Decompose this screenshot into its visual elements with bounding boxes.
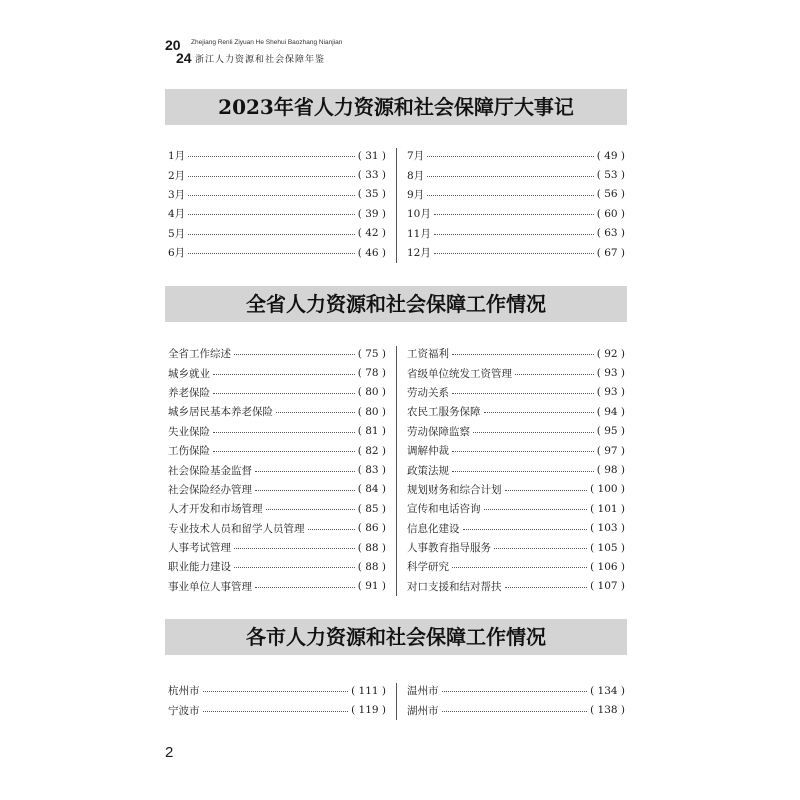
toc-entry-page: ( 81 ) (358, 425, 386, 437)
toc-entry-page: ( 107 ) (590, 580, 625, 592)
toc-entry-page: ( 82 ) (358, 445, 386, 457)
toc-entry[interactable] (168, 681, 386, 700)
toc-leader-dots (234, 354, 355, 355)
toc-column-left (168, 344, 386, 596)
toc-leader-dots (484, 509, 588, 510)
toc-column-left (168, 681, 386, 720)
toc-entry[interactable] (407, 165, 625, 184)
toc-entry-page: ( 60 ) (597, 208, 625, 220)
toc-entry-label: 杭州市 (168, 685, 200, 698)
toc-entry[interactable] (407, 363, 625, 382)
toc-entry-label: 10月 (407, 208, 431, 221)
toc-entry-page: ( 75 ) (358, 348, 386, 360)
toc-entry[interactable] (168, 441, 386, 460)
toc-leader-dots (188, 195, 355, 196)
toc-leader-dots (505, 587, 588, 588)
toc-entry-label: 工资福利 (407, 348, 449, 361)
toc-entry-label: 湖州市 (407, 704, 439, 717)
toc-entry[interactable] (407, 146, 625, 165)
section-title-province-work: 全省人力资源和社会保障工作情况 (165, 286, 627, 322)
toc-entry-page: ( 88 ) (358, 561, 386, 573)
toc-entry-label: 8月 (407, 169, 425, 182)
toc-entry-label: 9月 (407, 188, 425, 201)
column-divider (396, 346, 397, 596)
toc-entry[interactable] (168, 383, 386, 402)
toc-entry-page: ( 94 ) (597, 406, 625, 418)
toc-entry-label: 人事教育指导服务 (407, 542, 491, 555)
toc-entry-label: 专业技术人员和留学人员管理 (168, 522, 305, 535)
toc-leader-dots (442, 691, 588, 692)
toc-entry[interactable] (407, 402, 625, 421)
toc-entry-label: 人事考试管理 (168, 542, 231, 555)
header-book-title: 浙江人力资源和社会保障年鉴 (195, 55, 326, 65)
toc-entry-page: ( 80 ) (358, 386, 386, 398)
toc-leader-dots (234, 567, 355, 568)
toc-leader-dots (452, 471, 594, 472)
toc-entry[interactable] (168, 480, 386, 499)
toc-entry[interactable] (407, 460, 625, 479)
toc-entry-page: ( 31 ) (358, 150, 386, 162)
toc-entry[interactable] (168, 402, 386, 421)
column-divider (396, 683, 397, 720)
toc-entry[interactable] (407, 185, 625, 204)
toc-entry-page: ( 98 ) (597, 464, 625, 476)
toc-entry[interactable] (168, 422, 386, 441)
toc-entry[interactable] (407, 480, 625, 499)
toc-entry[interactable] (407, 557, 625, 576)
toc-leader-dots (515, 374, 594, 375)
toc-entry-page: ( 91 ) (358, 580, 386, 592)
toc-entry-page: ( 53 ) (597, 169, 625, 181)
toc-leader-dots (434, 253, 594, 254)
toc-entry-label: 11月 (407, 227, 431, 240)
toc-entry-label: 12月 (407, 247, 431, 260)
section-title-city-work: 各市人力资源和社会保障工作情况 (165, 619, 627, 655)
toc-entry[interactable] (168, 165, 386, 184)
toc-entry-label: 工伤保险 (168, 445, 210, 458)
toc-leader-dots (188, 253, 355, 254)
toc-entry[interactable] (168, 146, 386, 165)
toc-column-right (407, 681, 625, 720)
toc-entry[interactable] (168, 557, 386, 576)
toc-leader-dots (276, 412, 355, 413)
toc-entry-label: 社会保险基金监督 (168, 464, 252, 477)
toc-leader-dots (213, 393, 355, 394)
toc-entry-page: ( 33 ) (358, 169, 386, 181)
column-divider (396, 148, 397, 263)
toc-leader-dots (427, 195, 594, 196)
toc-entry-label: 信息化建设 (407, 522, 460, 535)
toc-entry-label: 宁波市 (168, 704, 200, 717)
toc-entry[interactable] (407, 344, 625, 363)
toc-entry[interactable] (407, 224, 625, 243)
toc-entry[interactable] (407, 700, 625, 719)
toc-entry-label: 规划财务和综合计划 (407, 483, 502, 496)
toc-entry-page: ( 103 ) (590, 522, 625, 534)
toc-entry-page: ( 80 ) (358, 406, 386, 418)
toc-leader-dots (434, 214, 594, 215)
toc-entry-page: ( 100 ) (590, 483, 625, 495)
toc-entry-page: ( 56 ) (597, 188, 625, 200)
toc-entry-page: ( 105 ) (590, 542, 625, 554)
toc-entry-page: ( 49 ) (597, 150, 625, 162)
toc-leader-dots (434, 234, 594, 235)
toc-entry[interactable] (407, 538, 625, 557)
toc-entry-page: ( 42 ) (358, 227, 386, 239)
toc-entry[interactable] (168, 519, 386, 538)
toc-entry-label: 3月 (168, 188, 186, 201)
toc-entry[interactable] (168, 243, 386, 262)
toc-entry[interactable] (168, 363, 386, 382)
toc-entry[interactable] (168, 538, 386, 557)
toc-column-left (168, 146, 386, 262)
toc-entry[interactable] (407, 383, 625, 402)
toc-entry-page: ( 46 ) (358, 247, 386, 259)
toc-leader-dots (427, 156, 594, 157)
toc-entry-label: 城乡居民基本养老保险 (168, 406, 273, 419)
toc-entry-label: 劳动保障监察 (407, 425, 470, 438)
toc-leader-dots (188, 156, 355, 157)
toc-leader-dots (255, 471, 355, 472)
header-pinyin: Zhejiang Renli Ziyuan He Shehui Baozhang Nianjian (191, 39, 343, 46)
toc-entry-label: 温州市 (407, 685, 439, 698)
toc-leader-dots (427, 176, 594, 177)
toc-entry[interactable] (407, 441, 625, 460)
toc-entry-page: ( 106 ) (590, 561, 625, 573)
toc-entry[interactable] (407, 499, 625, 518)
toc-entry[interactable] (168, 344, 386, 363)
toc-leader-dots (234, 548, 355, 549)
toc-leader-dots (266, 509, 355, 510)
toc-column-right (407, 344, 625, 596)
toc-entry-label: 7月 (407, 150, 425, 163)
toc-entry-page: ( 93 ) (597, 367, 625, 379)
toc-entry-page: ( 78 ) (358, 367, 386, 379)
toc-entry-page: ( 39 ) (358, 208, 386, 220)
toc-leader-dots (255, 587, 355, 588)
toc-entry-label: 2月 (168, 169, 186, 182)
toc-entry-page: ( 111 ) (351, 685, 386, 697)
toc-leader-dots (484, 412, 594, 413)
toc-entry-page: ( 119 ) (351, 704, 386, 716)
toc-entry-label: 农民工服务保障 (407, 406, 481, 419)
page-number: 2 (165, 744, 174, 761)
toc-entry-label: 失业保险 (168, 425, 210, 438)
toc-entry-label: 养老保险 (168, 386, 210, 399)
toc-entry-page: ( 88 ) (358, 542, 386, 554)
section-title-major-events: 2023年省人力资源和社会保障厅大事记 (165, 89, 627, 125)
toc-entry-label: 科学研究 (407, 561, 449, 574)
toc-entry[interactable] (407, 681, 625, 700)
toc-leader-dots (188, 176, 355, 177)
toc-leader-dots (473, 432, 594, 433)
toc-entry-label: 省级单位统发工资管理 (407, 367, 512, 380)
toc-leader-dots (308, 529, 355, 530)
toc-leader-dots (213, 451, 355, 452)
toc-leader-dots (494, 548, 587, 549)
toc-entry-label: 职业能力建设 (168, 561, 231, 574)
toc-entry-page: ( 95 ) (597, 425, 625, 437)
toc-leader-dots (505, 490, 588, 491)
toc-entry-page: ( 93 ) (597, 386, 625, 398)
toc-entry-label: 5月 (168, 227, 186, 240)
toc-leader-dots (452, 354, 594, 355)
toc-leader-dots (463, 529, 588, 530)
toc-entry-page: ( 86 ) (358, 522, 386, 534)
toc-entry-label: 人才开发和市场管理 (168, 503, 263, 516)
toc-leader-dots (452, 393, 594, 394)
toc-entry[interactable] (407, 577, 625, 596)
toc-entry-page: ( 84 ) (358, 483, 386, 495)
toc-leader-dots (213, 374, 355, 375)
toc-entry-page: ( 83 ) (358, 464, 386, 476)
toc-entry[interactable] (168, 185, 386, 204)
toc-entry[interactable] (168, 224, 386, 243)
toc-entry-page: ( 97 ) (597, 445, 625, 457)
toc-leader-dots (255, 490, 355, 491)
toc-entry-page: ( 134 ) (590, 685, 625, 697)
toc-entry-label: 城乡就业 (168, 367, 210, 380)
header-year-part2: 24 (176, 50, 192, 66)
toc-leader-dots (452, 451, 594, 452)
toc-entry-label: 对口支援和结对帮扶 (407, 580, 502, 593)
toc-entry-label: 宣传和电话咨询 (407, 503, 481, 516)
toc-leader-dots (188, 214, 355, 215)
header-year-part1: 20 (165, 37, 181, 53)
toc-leader-dots (188, 234, 355, 235)
toc-entry[interactable] (407, 243, 625, 262)
toc-leader-dots (203, 711, 349, 712)
toc-entry-label: 劳动关系 (407, 386, 449, 399)
toc-leader-dots (442, 711, 588, 712)
toc-entry[interactable] (407, 519, 625, 538)
toc-entry-label: 6月 (168, 247, 186, 260)
toc-entry-page: ( 67 ) (597, 247, 625, 259)
toc-entry-page: ( 101 ) (590, 503, 625, 515)
toc-entry[interactable] (168, 700, 386, 719)
toc-entry-label: 4月 (168, 208, 186, 221)
toc-entry[interactable] (168, 499, 386, 518)
toc-entry-label: 调解仲裁 (407, 445, 449, 458)
toc-entry-page: ( 92 ) (597, 348, 625, 360)
toc-entry[interactable] (168, 204, 386, 223)
toc-leader-dots (203, 691, 349, 692)
toc-entry-page: ( 138 ) (590, 704, 625, 716)
toc-entry-page: ( 35 ) (358, 188, 386, 200)
toc-entry-label: 政策法规 (407, 464, 449, 477)
toc-entry[interactable] (168, 577, 386, 596)
toc-leader-dots (452, 567, 587, 568)
toc-leader-dots (213, 432, 355, 433)
toc-entry-label: 事业单位人事管理 (168, 580, 252, 593)
toc-entry-page: ( 85 ) (358, 503, 386, 515)
toc-entry[interactable] (407, 204, 625, 223)
toc-entry[interactable] (407, 422, 625, 441)
toc-entry-label: 1月 (168, 150, 186, 163)
toc-column-right (407, 146, 625, 262)
toc-entry[interactable] (168, 460, 386, 479)
toc-entry-page: ( 63 ) (597, 227, 625, 239)
toc-entry-label: 全省工作综述 (168, 348, 231, 361)
toc-entry-label: 社会保险经办管理 (168, 483, 252, 496)
